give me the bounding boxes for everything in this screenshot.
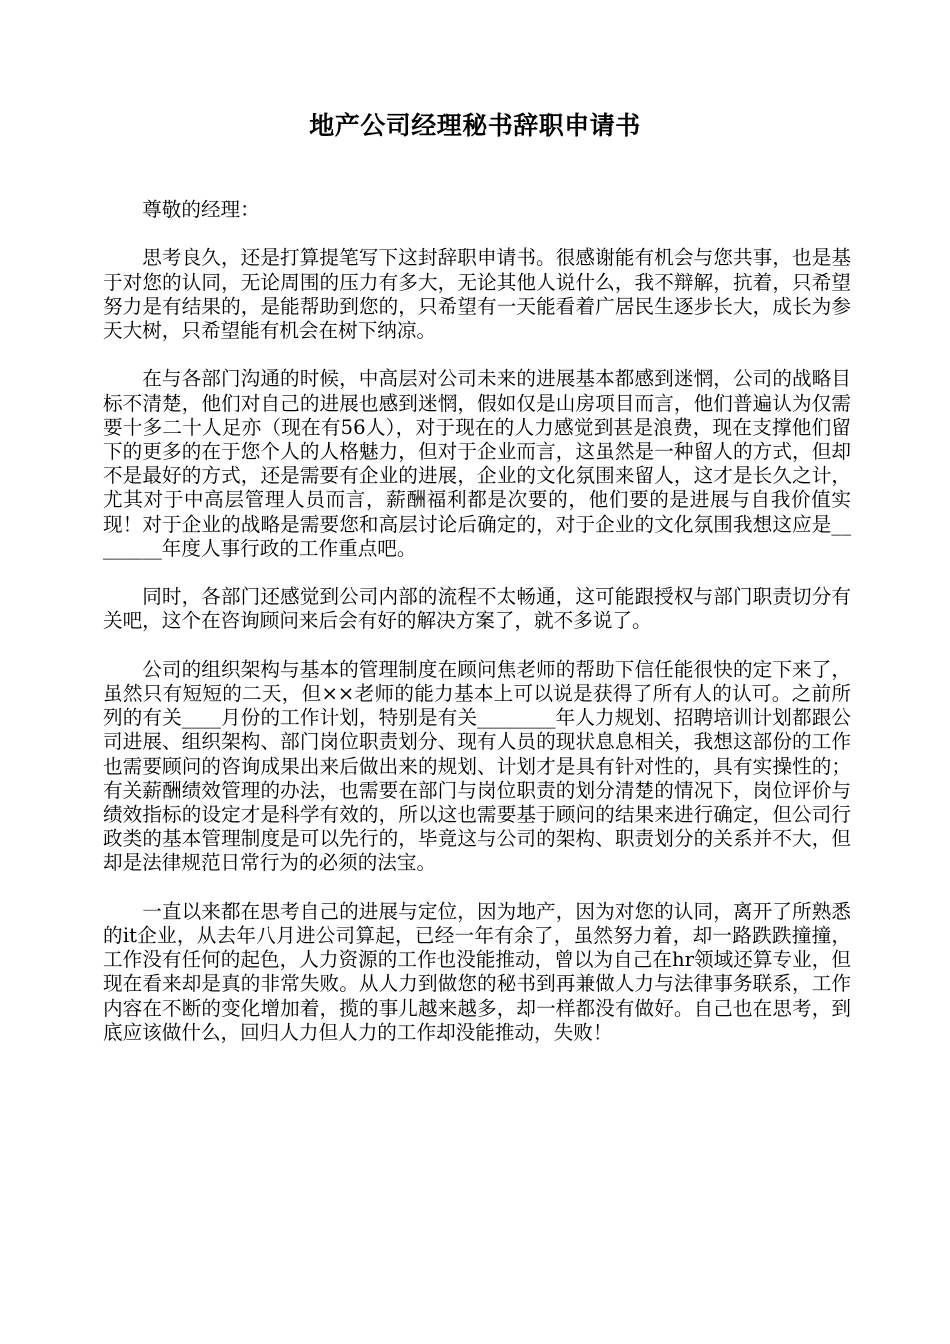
document-body: [103, 198, 851, 1069]
document-title: 地产公司经理秘书辞职申请书: [309, 111, 641, 140]
paragraph-intro: 思考良久，还是打算提笔写下这封辞职申请书。很感谢能有机会与您共事，也是基于对您的认同，无论周围的压力有多大，无论其他人说什么，我不辩解，抗着，只希望努力是有结果的，是能帮助到您的，只希望有一天能看着广居民生逐步长大，成长为参天大树，只希望能有机会在树下纳凉。: [103, 246, 851, 342]
paragraph-organization: 公司的组织架构与基本的管理制度在顾问焦老师的帮助下信任能很快的定下来了，虽然只有短短的二天，但××老师的能力基本上可以说是获得了所有人的认可。之前所列的有关____月份的工作计划，特别是有关________年人力规划、招聘培训计划都跟公司进展、组织架构、部门岗位职责划分、现有人员的现状息息相关，我想这部份的工作也需要顾问的咨询成果出来后做出来的规划、计划才是具有针对性的，具有实操性的；有关薪酬绩效管理的办法，也需要在部门与岗位职责的划分清楚的情况下，岗位评价与绩效指标的设定才是科学有效的，所以这也需要基于顾问的结果来进行确定，但公司行政类的基本管理制度是可以先行的，毕竟这与公司的架构、职责划分的关系并不大，但却是法律规范日常行为的必须的法宝。: [103, 657, 851, 875]
paragraph-process: 同时，各部门还感觉到公司内部的流程不太畅通，这可能跟授权与部门职责切分有关吧，这个在咨询顾问来后会有好的解决方案了，就不多说了。: [103, 585, 851, 633]
salutation: 尊敬的经理：: [142, 198, 260, 221]
paragraph-self-reflection: 一直以来都在思考自己的进展与定位，因为地产，因为对您的认同，离开了所熟悉的it企业，从去年八月进公司算起，已经一年有余了，虽然努力着，却一路跌跌撞撞，工作没有任何的起色，人力资源的工作也没能推动，曾以为自己在hr领域还算专业，但现在看来却是真的非常失败。从人力到做您的秘书到再兼做人力与法律事务联系，工作内容在不断的变化增加着，揽的事儿越来越多，却一样都没有做好。自己也在思考，到底应该做什么，回归人力但人力的工作却没能推动，失败！: [103, 899, 851, 1044]
paragraph-department-communication: 在与各部门沟通的时候，中高层对公司未来的进展基本都感到迷惘，公司的战略目标不清楚，他们对自己的进展也感到迷惘，假如仅是山房项目而言，他们普遍认为仅需要十多二十人足亦（现在有56人），对于现在的人力感觉到甚是浪费，现在支撑他们留下的更多的在于您个人的人格魅力，但对于企业而言，这虽然是一种留人的方式，但却不是最好的方式，还是需要有企业的进展，企业的文化氛围来留人，这才是长久之计，尤其对于中高层管理人员而言，薪酬福利都是次要的，他们要的是进展与自我价值实现！对于企业的战略是需要您和高层讨论后确定的，对于企业的文化氛围我想这应是________年度人事行政的工作重点吧。: [103, 367, 851, 560]
